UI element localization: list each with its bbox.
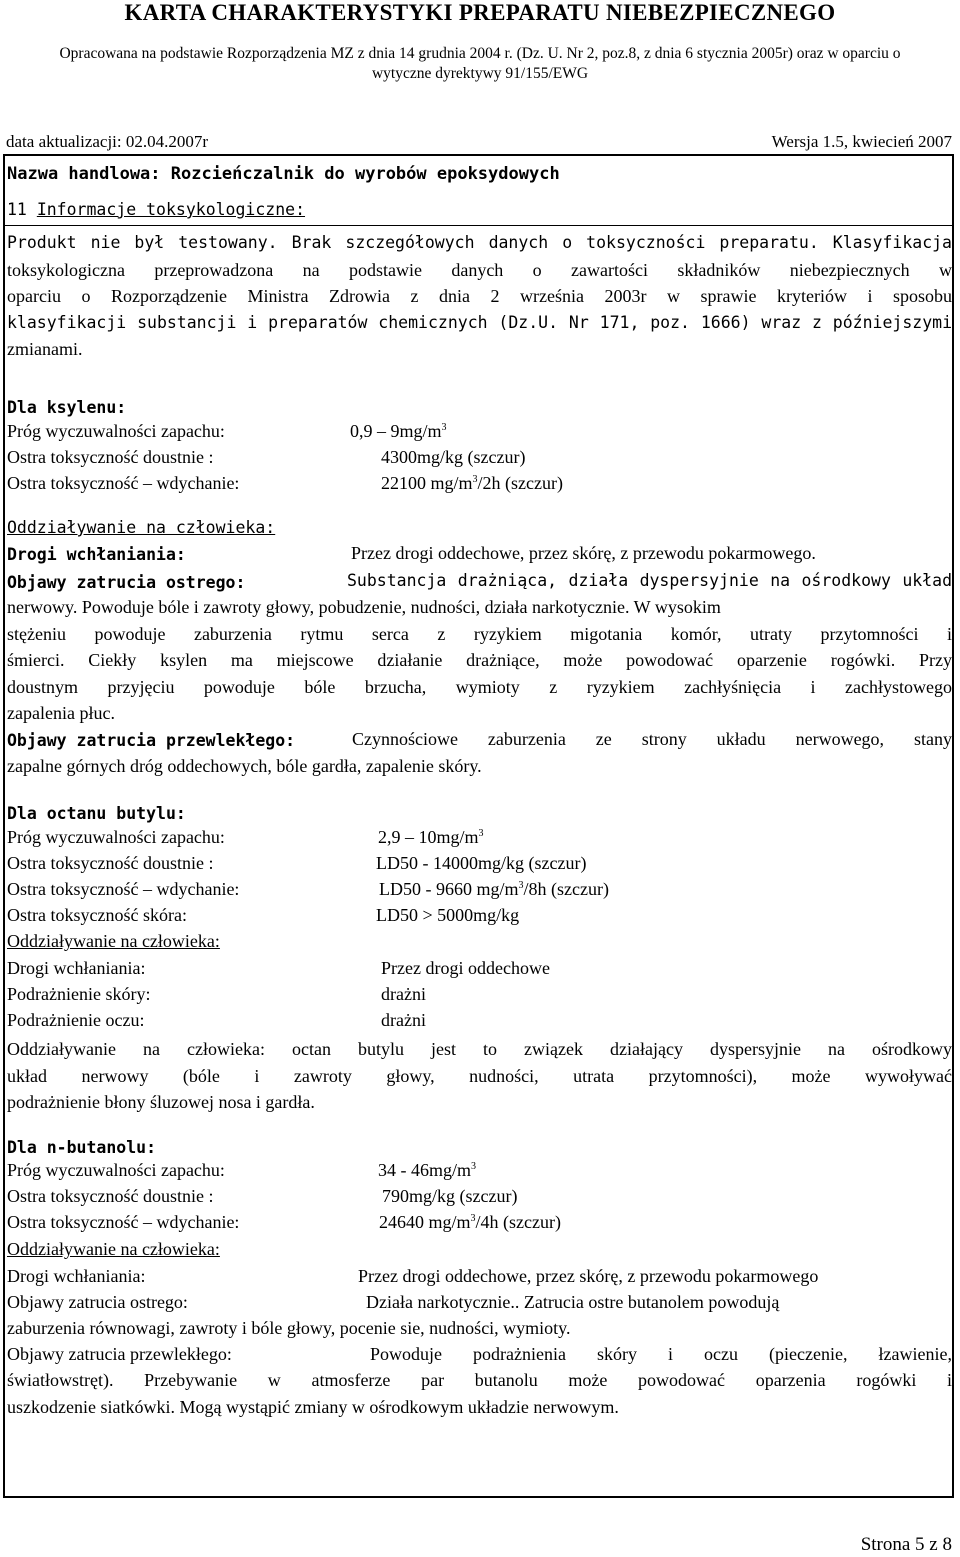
butanol-routes-label: Drogi wchłaniania: (7, 1266, 146, 1286)
butyl-inhal-label: Ostra toksyczność – wdychanie: (7, 879, 240, 899)
butyl-effect-line-1: Oddziaływanie na człowieka: octan butylu jest to związek działający dyspersyjnie na ośrodkowy (7, 1039, 952, 1059)
intro-line-1: Produkt nie był testowany. Brak szczegółowych danych o toksyczności preparatu. Klasyfikacja (7, 233, 952, 252)
butyl-odor-value: $2,9 - 10mg/m^3$ (378, 827, 484, 847)
butanol-odor-label: Próg wyczuwalności zapachu: (7, 1160, 225, 1180)
xylene-oral-value: 4300mg/kg (szczur) (381, 447, 526, 467)
butanol-acute-value: Działa narkotycznie.. Zatrucia ostre butanolem powodują (366, 1292, 780, 1312)
intro-line-3: oparciu o Rozporządzenie Ministra Zdrowia z dnia 2 września 2003r w sprawie kryteriów i sposobu (7, 286, 952, 306)
butanol-chronic-value: Powoduje podrażnienia skóry i oczu (pieczenie, łzawienie, (370, 1344, 952, 1364)
butyl-skin-label: Ostra toksyczność skóra: (7, 905, 187, 925)
butanol-chronic-line-2: światłowstręt). Przebywanie w atmosferze par butanolu może powodować oparzenia rogówki i (7, 1370, 952, 1390)
xylene-inhal-label: Ostra toksyczność – wdychanie: (7, 473, 240, 493)
butanol-acute-label: Objawy zatrucia ostrego: (7, 1292, 188, 1312)
xylene-routes-value: Przez drogi oddechowe, przez skórę, z przewodu pokarmowego. (351, 543, 816, 563)
butanol-inhal-value: 24640 $mg/m^3/4h$ (szczur) (379, 1212, 561, 1232)
butyl-skin-irr-label: Podrażnienie skóry: (7, 984, 151, 1004)
xylene-chronic-label: Objawy zatrucia przewlekłego: (7, 731, 296, 750)
butanol-routes-value: Przez drogi oddechowe, przez skórę, z przewodu pokarmowego (358, 1266, 819, 1286)
trade-name: Nazwa handlowa: Rozcieńczalnik do wyrobów epoksydowych (7, 164, 560, 184)
page-number: Strona 5 z 8 (860, 1534, 952, 1555)
butanol-odor-value: $34 - 46mg/m^3$ (378, 1160, 476, 1180)
butanol-chronic-line-3: uszkodzenie siatkówki. Mogą wystąpić zmiany w ośrodkowym układzie nerwowym. (7, 1396, 619, 1417)
update-date: data aktualizacji: 02.04.2007r (6, 132, 209, 151)
xylene-chronic-value: Czynnościowe zaburzenia ze strony układu nerwowego, stany (352, 729, 952, 749)
butyl-eye-irr-label: Podrażnienie oczu: (7, 1010, 145, 1030)
xylene-human-heading: Oddziaływanie na człowieka: (7, 518, 276, 537)
xylene-acute-line-4: śmierci. Ciekły ksylen ma miejscowe działanie drażniące, może powodować oparzenie rogówki. Przy (7, 650, 952, 670)
xylene-acute-line-3: stężeniu powoduje zaburzenia rytmu serca z ryzykiem migotania komór, utraty przytomności i (7, 623, 952, 644)
butyl-oral-value: LD50 - 14000mg/kg (szczur) (376, 853, 587, 873)
butyl-eye-irr-value: drażni (381, 1010, 426, 1030)
butyl-skin-value: LD50 > 5000mg/kg (376, 905, 520, 925)
butyl-effect-line-3: podrażnienie błony śluzowej nosa i gardła. (7, 1092, 315, 1112)
xylene-oral-label: Ostra toksyczność doustnie : (7, 447, 214, 467)
xylene-odor-value: $0,9 - 9mg/m^3$ (350, 421, 447, 441)
section-number: 11 (7, 200, 27, 219)
butyl-effect-line-2: układ nerwowy (bóle i zawroty głowy, nudności, utrata przytomności), może wywoływać (7, 1065, 952, 1086)
xylene-acute-text (7, 594, 952, 727)
xylene-acute-line-5: doustnym przyjęciu powoduje bóle brzucha, wymioty z ryzykiem zachłyśnięcia i zachłystowego (7, 676, 952, 697)
section-divider (3, 225, 954, 226)
document-subtitle (0, 44, 960, 84)
xylene-acute-label: Objawy zatrucia ostrego: (7, 573, 246, 592)
section-heading (7, 200, 305, 219)
butanol-chronic-text (7, 1367, 952, 1420)
xylene-acute-line-6: zapalenia płuc. (7, 703, 115, 723)
xylene-inhal-value: 22100 $mg/m^3/2h$ (szczur) (381, 473, 563, 493)
butyl-routes-value: Przez drogi oddechowe (381, 958, 550, 978)
xylene-odor-label: Próg wyczuwalności zapachu: (7, 421, 225, 441)
butyl-inhal-value: LD50 - 9660 $mg/m^3/8h$ (szczur) (379, 879, 609, 899)
butyl-human-heading: Oddziaływanie na człowieka: (7, 931, 220, 951)
butyl-oral-label: Ostra toksyczność doustnie : (7, 853, 214, 873)
intro-paragraph (7, 230, 952, 363)
intro-line-2: toksykologiczna przeprowadzona na podstawie danych o zawartości składników niebezpiecznych w (7, 259, 952, 280)
butanol-oral-label: Ostra toksyczność doustnie : (7, 1186, 214, 1206)
butyl-heading: Dla octanu butylu: (7, 804, 186, 823)
meta-row (6, 132, 952, 152)
butanol-human-heading: Oddziaływanie na człowieka: (7, 1239, 220, 1259)
butanol-chronic-label: Objawy zatrucia przewlekłego: (7, 1344, 232, 1364)
intro-line-5: zmianami. (7, 339, 83, 359)
version-info: Wersja 1.5, kwiecień 2007 (771, 132, 952, 151)
document-title: KARTA CHARAKTERYSTYKI PREPARATU NIEBEZPIECZNEGO (124, 0, 836, 25)
xylene-acute-line-2: nerwowy. Powoduje bóle i zawroty głowy, pobudzenie, nudności, działa narkotycznie. W wysokim (7, 597, 721, 617)
section-title: Informacje toksykologiczne: (36, 200, 306, 219)
intro-line-4: klasyfikacji substancji i preparatów chemicznych (Dz.U. Nr 171, poz. 1666) wraz z późniejszymi (7, 312, 952, 332)
xylene-chronic-line-2: zapalne górnych dróg oddechowych, bóle gardła, zapalenie skóry. (7, 756, 482, 776)
xylene-heading: Dla ksylenu: (7, 398, 127, 417)
butyl-routes-label: Drogi wchłaniania: (7, 958, 146, 978)
butyl-effect-text (7, 1036, 952, 1116)
butanol-oral-value: 790mg/kg (szczur) (382, 1186, 518, 1206)
butanol-inhal-label: Ostra toksyczność – wdychanie: (7, 1212, 240, 1232)
butyl-odor-label: Próg wyczuwalności zapachu: (7, 827, 225, 847)
xylene-routes-label: Drogi wchłaniania: (7, 545, 186, 564)
xylene-acute-value: Substancja drażniąca, działa dyspersyjnie na ośrodkowy układ (347, 571, 952, 590)
subtitle-line-2: wytyczne dyrektywy 91/155/EWG (371, 65, 589, 82)
butanol-heading: Dla n-butanolu: (7, 1138, 157, 1157)
subtitle-line-1: Opracowana na podstawie Rozporządzenia MZ z dnia 14 grudnia 2004 r. (Dz. U. Nr 2, poz.8, z dnia 6 stycznia 2005r) oraz w oparciu o (59, 45, 901, 62)
butyl-skin-irr-value: drażni (381, 984, 426, 1004)
butanol-acute-line-2: zaburzenia równowagi, zawroty i bóle głowy, pocenie sie, nudności, wymioty. (7, 1318, 571, 1338)
